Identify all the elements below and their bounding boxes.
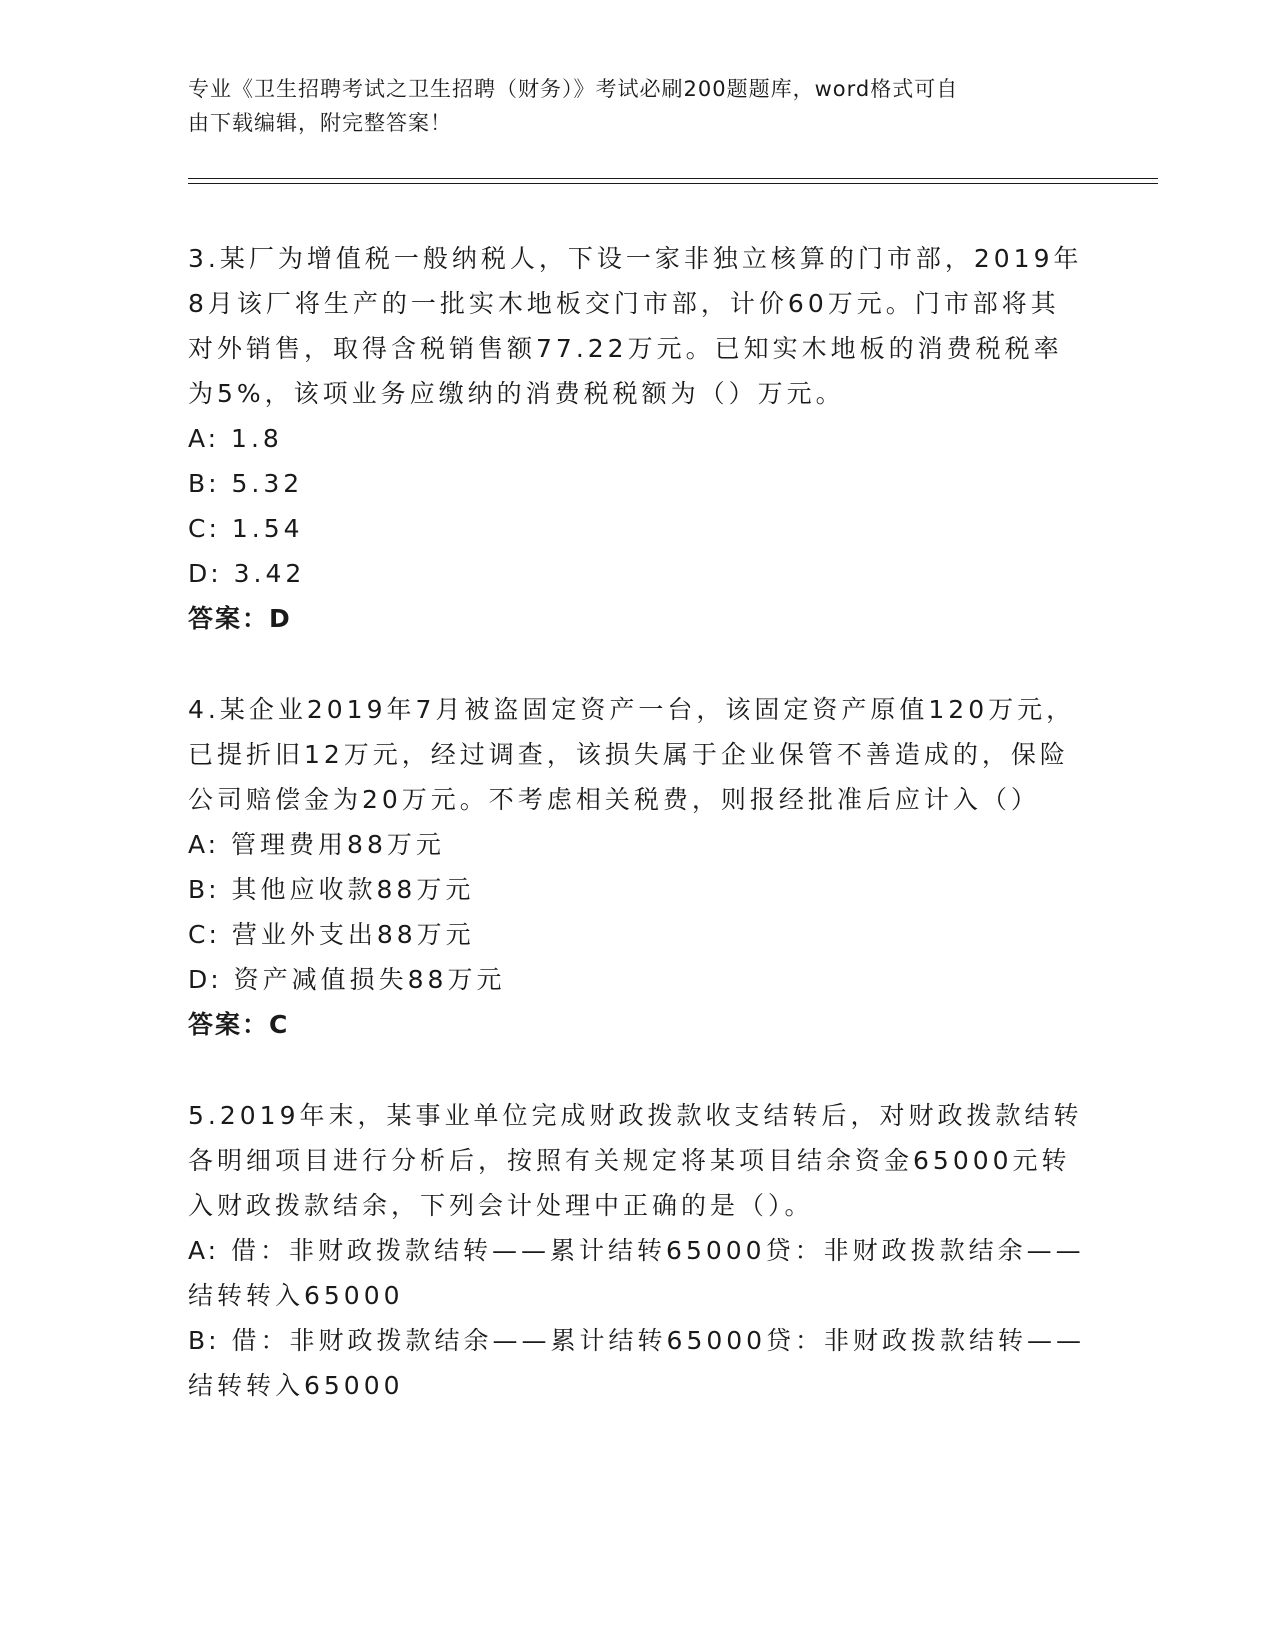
option-b-continued: 结转转入65000 — [188, 1371, 404, 1400]
question-stem-line: 已提折旧12万元，经过调查，该损失属于企业保管不善造成的，保险 — [188, 740, 1069, 769]
document-header — [188, 72, 1078, 140]
option-key: D: — [188, 965, 222, 994]
option-key: B: — [188, 1326, 220, 1355]
header-divider — [188, 183, 1158, 184]
option-b — [188, 867, 1088, 912]
question-item — [188, 236, 1088, 641]
option-key: D: — [188, 559, 222, 588]
question-item — [188, 1093, 1088, 1408]
option-key: A: — [188, 830, 220, 859]
option-key: C: — [188, 514, 220, 543]
option-b — [188, 1318, 1088, 1363]
option-a-continued: 结转转入65000 — [188, 1281, 404, 1310]
header-line: 由下载编辑，附完整答案！ — [188, 111, 452, 135]
option-text: 营业外支出88万元 — [231, 920, 475, 949]
option-text: 其他应收款88万元 — [231, 875, 475, 904]
question-stem-line: 8月该厂将生产的一批实木地板交门市部，计价60万元。门市部将其 — [188, 289, 1060, 318]
header-line: 专业《卫生招聘考试之卫生招聘（财务）》考试必刷200题题库，word格式可自 — [188, 77, 959, 101]
header-divider — [188, 178, 1158, 179]
question-stem-line: 对外销售，取得含税销售额77.22万元。已知实木地板的消费税税率 — [188, 334, 1063, 363]
option-b — [188, 461, 1088, 506]
option-key: B: — [188, 469, 220, 498]
option-key: A: — [188, 424, 220, 453]
question-stem-line: 公司赔偿金为20万元。不考虑相关税费，则报经批准后应计入（） — [188, 785, 1040, 814]
option-text: 3.42 — [233, 559, 306, 588]
option-a — [188, 822, 1088, 867]
question-item — [188, 687, 1088, 1047]
question-stem-line: 为5%，该项业务应缴纳的消费税税额为（）万元。 — [188, 379, 845, 408]
option-c — [188, 506, 1088, 551]
option-key: A: — [188, 1236, 220, 1265]
question-stem-line: 5.2019年末，某事业单位完成财政拨款收支结转后，对财政拨款结转 — [188, 1101, 1083, 1130]
option-a — [188, 1228, 1088, 1273]
question-list — [188, 236, 1088, 1454]
option-text: 1.8 — [231, 424, 283, 453]
question-stem-line: 4.某企业2019年7月被盗固定资产一台，该固定资产原值120万元， — [188, 695, 1076, 724]
option-text: 1.54 — [231, 514, 304, 543]
option-text: 借：非财政拨款结余——累计结转65000贷：非财政拨款结转—— — [231, 1326, 1086, 1355]
option-a — [188, 416, 1088, 461]
question-stem-line: 各明细项目进行分析后，按照有关规定将某项目结余资金65000元转 — [188, 1146, 1071, 1175]
answer-line: 答案：C — [188, 1010, 290, 1039]
option-c — [188, 912, 1088, 957]
answer-line: 答案：D — [188, 604, 292, 633]
question-stem-line: 3.某厂为增值税一般纳税人，下设一家非独立核算的门市部，2019年 — [188, 244, 1083, 273]
option-key: C: — [188, 920, 220, 949]
option-d — [188, 957, 1088, 1002]
option-d — [188, 551, 1088, 596]
question-stem-line: 入财政拨款结余，下列会计处理中正确的是（）。 — [188, 1191, 814, 1220]
option-text: 5.32 — [231, 469, 304, 498]
option-text: 资产减值损失88万元 — [233, 965, 506, 994]
option-text: 管理费用88万元 — [231, 830, 445, 859]
option-key: B: — [188, 875, 220, 904]
option-text: 借：非财政拨款结转——累计结转65000贷：非财政拨款结余—— — [231, 1236, 1085, 1265]
